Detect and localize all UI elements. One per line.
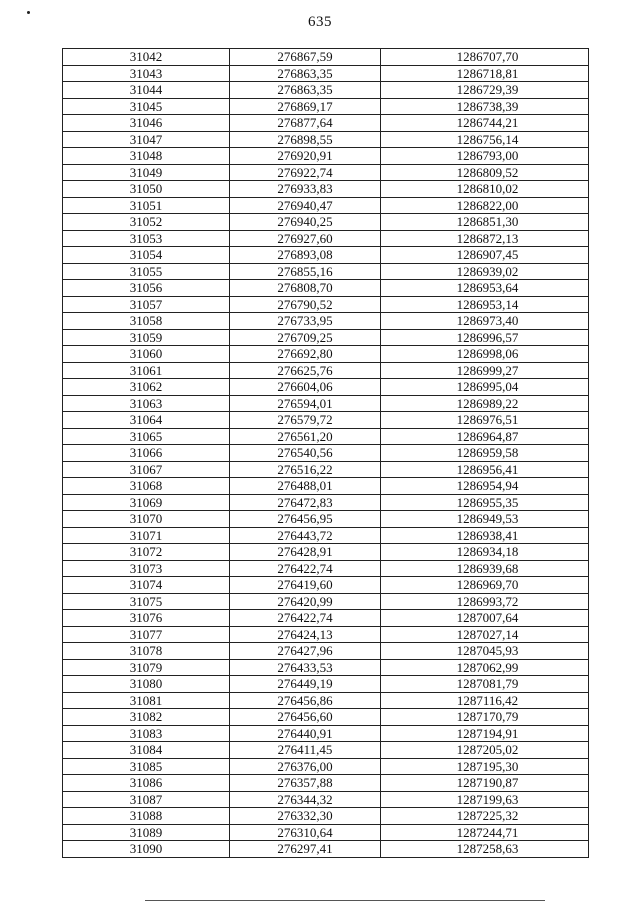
table-row xyxy=(63,560,589,577)
y-coordinate-cell: 1286995,04 xyxy=(381,379,589,396)
y-coordinate-cell: 1287007,64 xyxy=(381,610,589,627)
point-number-cell: 31078 xyxy=(63,643,230,660)
x-coordinate-cell: 276310,64 xyxy=(230,824,381,841)
table-row xyxy=(63,643,589,660)
x-coordinate-cell: 276420,99 xyxy=(230,593,381,610)
y-coordinate-cell: 1286949,53 xyxy=(381,511,589,528)
point-number-cell: 31048 xyxy=(63,148,230,165)
x-coordinate-cell: 276440,91 xyxy=(230,725,381,742)
point-number-cell: 31075 xyxy=(63,593,230,610)
point-number-cell: 31044 xyxy=(63,82,230,99)
y-coordinate-cell: 1287190,87 xyxy=(381,775,589,792)
y-coordinate-cell: 1286956,41 xyxy=(381,461,589,478)
table-row xyxy=(63,131,589,148)
point-number-cell: 31088 xyxy=(63,808,230,825)
x-coordinate-cell: 276808,70 xyxy=(230,280,381,297)
x-coordinate-cell: 276427,96 xyxy=(230,643,381,660)
point-number-cell: 31043 xyxy=(63,65,230,82)
table-row xyxy=(63,824,589,841)
y-coordinate-cell: 1286998,06 xyxy=(381,346,589,363)
point-number-cell: 31061 xyxy=(63,362,230,379)
table-row xyxy=(63,214,589,231)
point-number-cell: 31063 xyxy=(63,395,230,412)
y-coordinate-cell: 1286954,94 xyxy=(381,478,589,495)
point-number-cell: 31077 xyxy=(63,626,230,643)
y-coordinate-cell: 1287170,79 xyxy=(381,709,589,726)
table-row xyxy=(63,511,589,528)
y-coordinate-cell: 1286851,30 xyxy=(381,214,589,231)
point-number-cell: 31047 xyxy=(63,131,230,148)
table-row xyxy=(63,115,589,132)
y-coordinate-cell: 1287062,99 xyxy=(381,659,589,676)
point-number-cell: 31086 xyxy=(63,775,230,792)
point-number-cell: 31042 xyxy=(63,49,230,66)
table-row xyxy=(63,478,589,495)
table-row xyxy=(63,725,589,742)
y-coordinate-cell: 1286809,52 xyxy=(381,164,589,181)
x-coordinate-cell: 276933,83 xyxy=(230,181,381,198)
page-number: 635 xyxy=(308,14,332,30)
point-number-cell: 31051 xyxy=(63,197,230,214)
y-coordinate-cell: 1286989,22 xyxy=(381,395,589,412)
y-coordinate-cell: 1286969,70 xyxy=(381,577,589,594)
table-row xyxy=(63,709,589,726)
x-coordinate-cell: 276733,95 xyxy=(230,313,381,330)
x-coordinate-cell: 276604,06 xyxy=(230,379,381,396)
x-coordinate-cell: 276449,19 xyxy=(230,676,381,693)
x-coordinate-cell: 276692,80 xyxy=(230,346,381,363)
y-coordinate-cell: 1286872,13 xyxy=(381,230,589,247)
table-row xyxy=(63,461,589,478)
point-number-cell: 31072 xyxy=(63,544,230,561)
x-coordinate-cell: 276422,74 xyxy=(230,560,381,577)
table-row xyxy=(63,659,589,676)
point-number-cell: 31055 xyxy=(63,263,230,280)
x-coordinate-cell: 276709,25 xyxy=(230,329,381,346)
x-coordinate-cell: 276863,35 xyxy=(230,82,381,99)
y-coordinate-cell: 1286729,39 xyxy=(381,82,589,99)
table-row xyxy=(63,593,589,610)
point-number-cell: 31087 xyxy=(63,791,230,808)
point-number-cell: 31050 xyxy=(63,181,230,198)
table-row xyxy=(63,610,589,627)
y-coordinate-cell: 1287194,91 xyxy=(381,725,589,742)
table-row xyxy=(63,280,589,297)
point-number-cell: 31069 xyxy=(63,494,230,511)
table-row xyxy=(63,197,589,214)
point-number-cell: 31085 xyxy=(63,758,230,775)
point-number-cell: 31054 xyxy=(63,247,230,264)
x-coordinate-cell: 276855,16 xyxy=(230,263,381,280)
x-coordinate-cell: 276920,91 xyxy=(230,148,381,165)
x-coordinate-cell: 276594,01 xyxy=(230,395,381,412)
table-row xyxy=(63,692,589,709)
y-coordinate-cell: 1286938,41 xyxy=(381,527,589,544)
x-coordinate-cell: 276456,95 xyxy=(230,511,381,528)
y-coordinate-cell: 1286810,02 xyxy=(381,181,589,198)
table-row xyxy=(63,362,589,379)
point-number-cell: 31090 xyxy=(63,841,230,858)
table-row xyxy=(63,791,589,808)
y-coordinate-cell: 1286939,68 xyxy=(381,560,589,577)
coordinates-table-body xyxy=(63,49,589,858)
y-coordinate-cell: 1286996,57 xyxy=(381,329,589,346)
point-number-cell: 31076 xyxy=(63,610,230,627)
point-number-cell: 31046 xyxy=(63,115,230,132)
y-coordinate-cell: 1286738,39 xyxy=(381,98,589,115)
y-coordinate-cell: 1286999,27 xyxy=(381,362,589,379)
point-number-cell: 31058 xyxy=(63,313,230,330)
y-coordinate-cell: 1287244,71 xyxy=(381,824,589,841)
table-row xyxy=(63,148,589,165)
x-coordinate-cell: 276422,74 xyxy=(230,610,381,627)
x-coordinate-cell: 276472,83 xyxy=(230,494,381,511)
point-number-cell: 31074 xyxy=(63,577,230,594)
y-coordinate-cell: 1286756,14 xyxy=(381,131,589,148)
point-number-cell: 31071 xyxy=(63,527,230,544)
y-coordinate-cell: 1287027,14 xyxy=(381,626,589,643)
x-coordinate-cell: 276940,47 xyxy=(230,197,381,214)
y-coordinate-cell: 1287195,30 xyxy=(381,758,589,775)
x-coordinate-cell: 276516,22 xyxy=(230,461,381,478)
x-coordinate-cell: 276579,72 xyxy=(230,412,381,429)
point-number-cell: 31045 xyxy=(63,98,230,115)
table-row xyxy=(63,841,589,858)
point-number-cell: 31068 xyxy=(63,478,230,495)
x-coordinate-cell: 276411,45 xyxy=(230,742,381,759)
point-number-cell: 31066 xyxy=(63,445,230,462)
table-row xyxy=(63,742,589,759)
x-coordinate-cell: 276443,72 xyxy=(230,527,381,544)
point-number-cell: 31049 xyxy=(63,164,230,181)
point-number-cell: 31062 xyxy=(63,379,230,396)
y-coordinate-cell: 1287081,79 xyxy=(381,676,589,693)
table-row xyxy=(63,412,589,429)
point-number-cell: 31070 xyxy=(63,511,230,528)
x-coordinate-cell: 276893,08 xyxy=(230,247,381,264)
point-number-cell: 31065 xyxy=(63,428,230,445)
x-coordinate-cell: 276297,41 xyxy=(230,841,381,858)
table-row xyxy=(63,247,589,264)
point-number-cell: 31081 xyxy=(63,692,230,709)
x-coordinate-cell: 276869,17 xyxy=(230,98,381,115)
table-row xyxy=(63,544,589,561)
table-row xyxy=(63,98,589,115)
y-coordinate-cell: 1286973,40 xyxy=(381,313,589,330)
y-coordinate-cell: 1287205,02 xyxy=(381,742,589,759)
x-coordinate-cell: 276433,53 xyxy=(230,659,381,676)
table-row xyxy=(63,65,589,82)
table-row xyxy=(63,445,589,462)
x-coordinate-cell: 276456,60 xyxy=(230,709,381,726)
table-row xyxy=(63,808,589,825)
y-coordinate-cell: 1287225,32 xyxy=(381,808,589,825)
y-coordinate-cell: 1286793,00 xyxy=(381,148,589,165)
x-coordinate-cell: 276376,00 xyxy=(230,758,381,775)
point-number-cell: 31060 xyxy=(63,346,230,363)
y-coordinate-cell: 1286955,35 xyxy=(381,494,589,511)
y-coordinate-cell: 1286934,18 xyxy=(381,544,589,561)
table-row xyxy=(63,758,589,775)
x-coordinate-cell: 276357,88 xyxy=(230,775,381,792)
table-row xyxy=(63,577,589,594)
x-coordinate-cell: 276419,60 xyxy=(230,577,381,594)
table-row xyxy=(63,379,589,396)
y-coordinate-cell: 1286993,72 xyxy=(381,593,589,610)
x-coordinate-cell: 276877,64 xyxy=(230,115,381,132)
x-coordinate-cell: 276344,32 xyxy=(230,791,381,808)
table-row xyxy=(63,296,589,313)
x-coordinate-cell: 276922,74 xyxy=(230,164,381,181)
x-coordinate-cell: 276428,91 xyxy=(230,544,381,561)
table-row xyxy=(63,181,589,198)
point-number-cell: 31053 xyxy=(63,230,230,247)
table-row xyxy=(63,313,589,330)
y-coordinate-cell: 1286953,14 xyxy=(381,296,589,313)
x-coordinate-cell: 276561,20 xyxy=(230,428,381,445)
table-row xyxy=(63,164,589,181)
bottom-rule xyxy=(145,900,545,901)
x-coordinate-cell: 276940,25 xyxy=(230,214,381,231)
y-coordinate-cell: 1286939,02 xyxy=(381,263,589,280)
table-row xyxy=(63,82,589,99)
point-number-cell: 31082 xyxy=(63,709,230,726)
table-row xyxy=(63,346,589,363)
coordinates-table xyxy=(62,48,589,858)
x-coordinate-cell: 276898,55 xyxy=(230,131,381,148)
x-coordinate-cell: 276867,59 xyxy=(230,49,381,66)
y-coordinate-cell: 1286959,58 xyxy=(381,445,589,462)
y-coordinate-cell: 1287045,93 xyxy=(381,643,589,660)
point-number-cell: 31059 xyxy=(63,329,230,346)
y-coordinate-cell: 1286953,64 xyxy=(381,280,589,297)
y-coordinate-cell: 1286822,00 xyxy=(381,197,589,214)
y-coordinate-cell: 1286964,87 xyxy=(381,428,589,445)
table-row xyxy=(63,263,589,280)
point-number-cell: 31057 xyxy=(63,296,230,313)
table-row xyxy=(63,527,589,544)
table-row xyxy=(63,49,589,66)
y-coordinate-cell: 1286976,51 xyxy=(381,412,589,429)
point-number-cell: 31089 xyxy=(63,824,230,841)
table-row xyxy=(63,775,589,792)
y-coordinate-cell: 1287116,42 xyxy=(381,692,589,709)
table-row xyxy=(63,494,589,511)
x-coordinate-cell: 276456,86 xyxy=(230,692,381,709)
point-number-cell: 31084 xyxy=(63,742,230,759)
point-number-cell: 31080 xyxy=(63,676,230,693)
point-number-cell: 31079 xyxy=(63,659,230,676)
point-number-cell: 31064 xyxy=(63,412,230,429)
point-number-cell: 31083 xyxy=(63,725,230,742)
point-number-cell: 31052 xyxy=(63,214,230,231)
table-row xyxy=(63,395,589,412)
x-coordinate-cell: 276540,56 xyxy=(230,445,381,462)
point-number-cell: 31067 xyxy=(63,461,230,478)
table-row xyxy=(63,676,589,693)
y-coordinate-cell: 1286744,21 xyxy=(381,115,589,132)
point-number-cell: 31073 xyxy=(63,560,230,577)
x-coordinate-cell: 276424,13 xyxy=(230,626,381,643)
y-coordinate-cell: 1286907,45 xyxy=(381,247,589,264)
point-number-cell: 31056 xyxy=(63,280,230,297)
x-coordinate-cell: 276790,52 xyxy=(230,296,381,313)
y-coordinate-cell: 1286707,70 xyxy=(381,49,589,66)
table-row xyxy=(63,626,589,643)
table-row xyxy=(63,230,589,247)
x-coordinate-cell: 276488,01 xyxy=(230,478,381,495)
y-coordinate-cell: 1287258,63 xyxy=(381,841,589,858)
y-coordinate-cell: 1287199,63 xyxy=(381,791,589,808)
table-row xyxy=(63,329,589,346)
x-coordinate-cell: 276332,30 xyxy=(230,808,381,825)
x-coordinate-cell: 276927,60 xyxy=(230,230,381,247)
x-coordinate-cell: 276863,35 xyxy=(230,65,381,82)
x-coordinate-cell: 276625,76 xyxy=(230,362,381,379)
y-coordinate-cell: 1286718,81 xyxy=(381,65,589,82)
table-row xyxy=(63,428,589,445)
